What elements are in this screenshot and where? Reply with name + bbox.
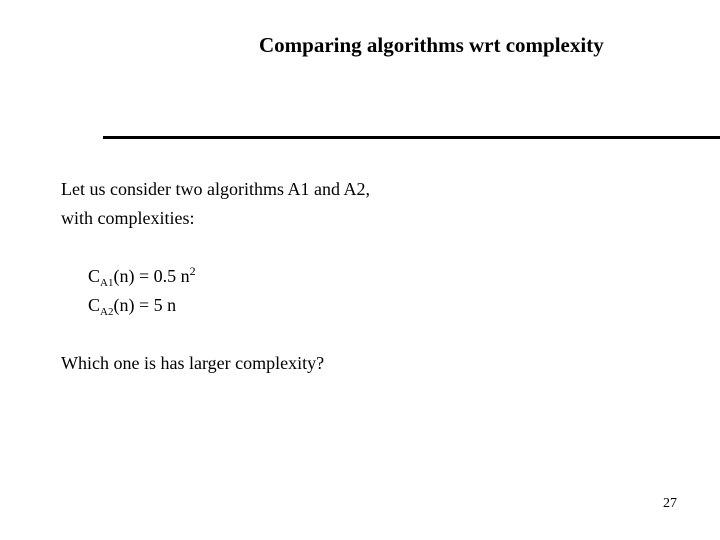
formula-symbol: C (88, 295, 101, 315)
complexity-formula-a2 (88, 295, 176, 316)
slide-title: Comparing algorithms wrt complexity (259, 33, 604, 57)
intro-line-2: with complexities: (61, 208, 195, 228)
formula-symbol: C (88, 266, 101, 286)
title-divider (103, 136, 720, 139)
formula-superscript: 2 (189, 264, 196, 278)
formula-subscript: A2 (100, 306, 114, 318)
complexity-formula-a1 (88, 266, 196, 287)
formula-expression: (n) = 5 n (113, 295, 177, 315)
formula-expression: (n) = 0.5 n (113, 266, 190, 286)
formula-subscript: A1 (100, 277, 114, 289)
question-line: Which one is has larger complexity? (61, 353, 325, 373)
page-number: 27 (663, 496, 677, 511)
intro-line-1: Let us consider two algorithms A1 and A2, (61, 179, 370, 199)
